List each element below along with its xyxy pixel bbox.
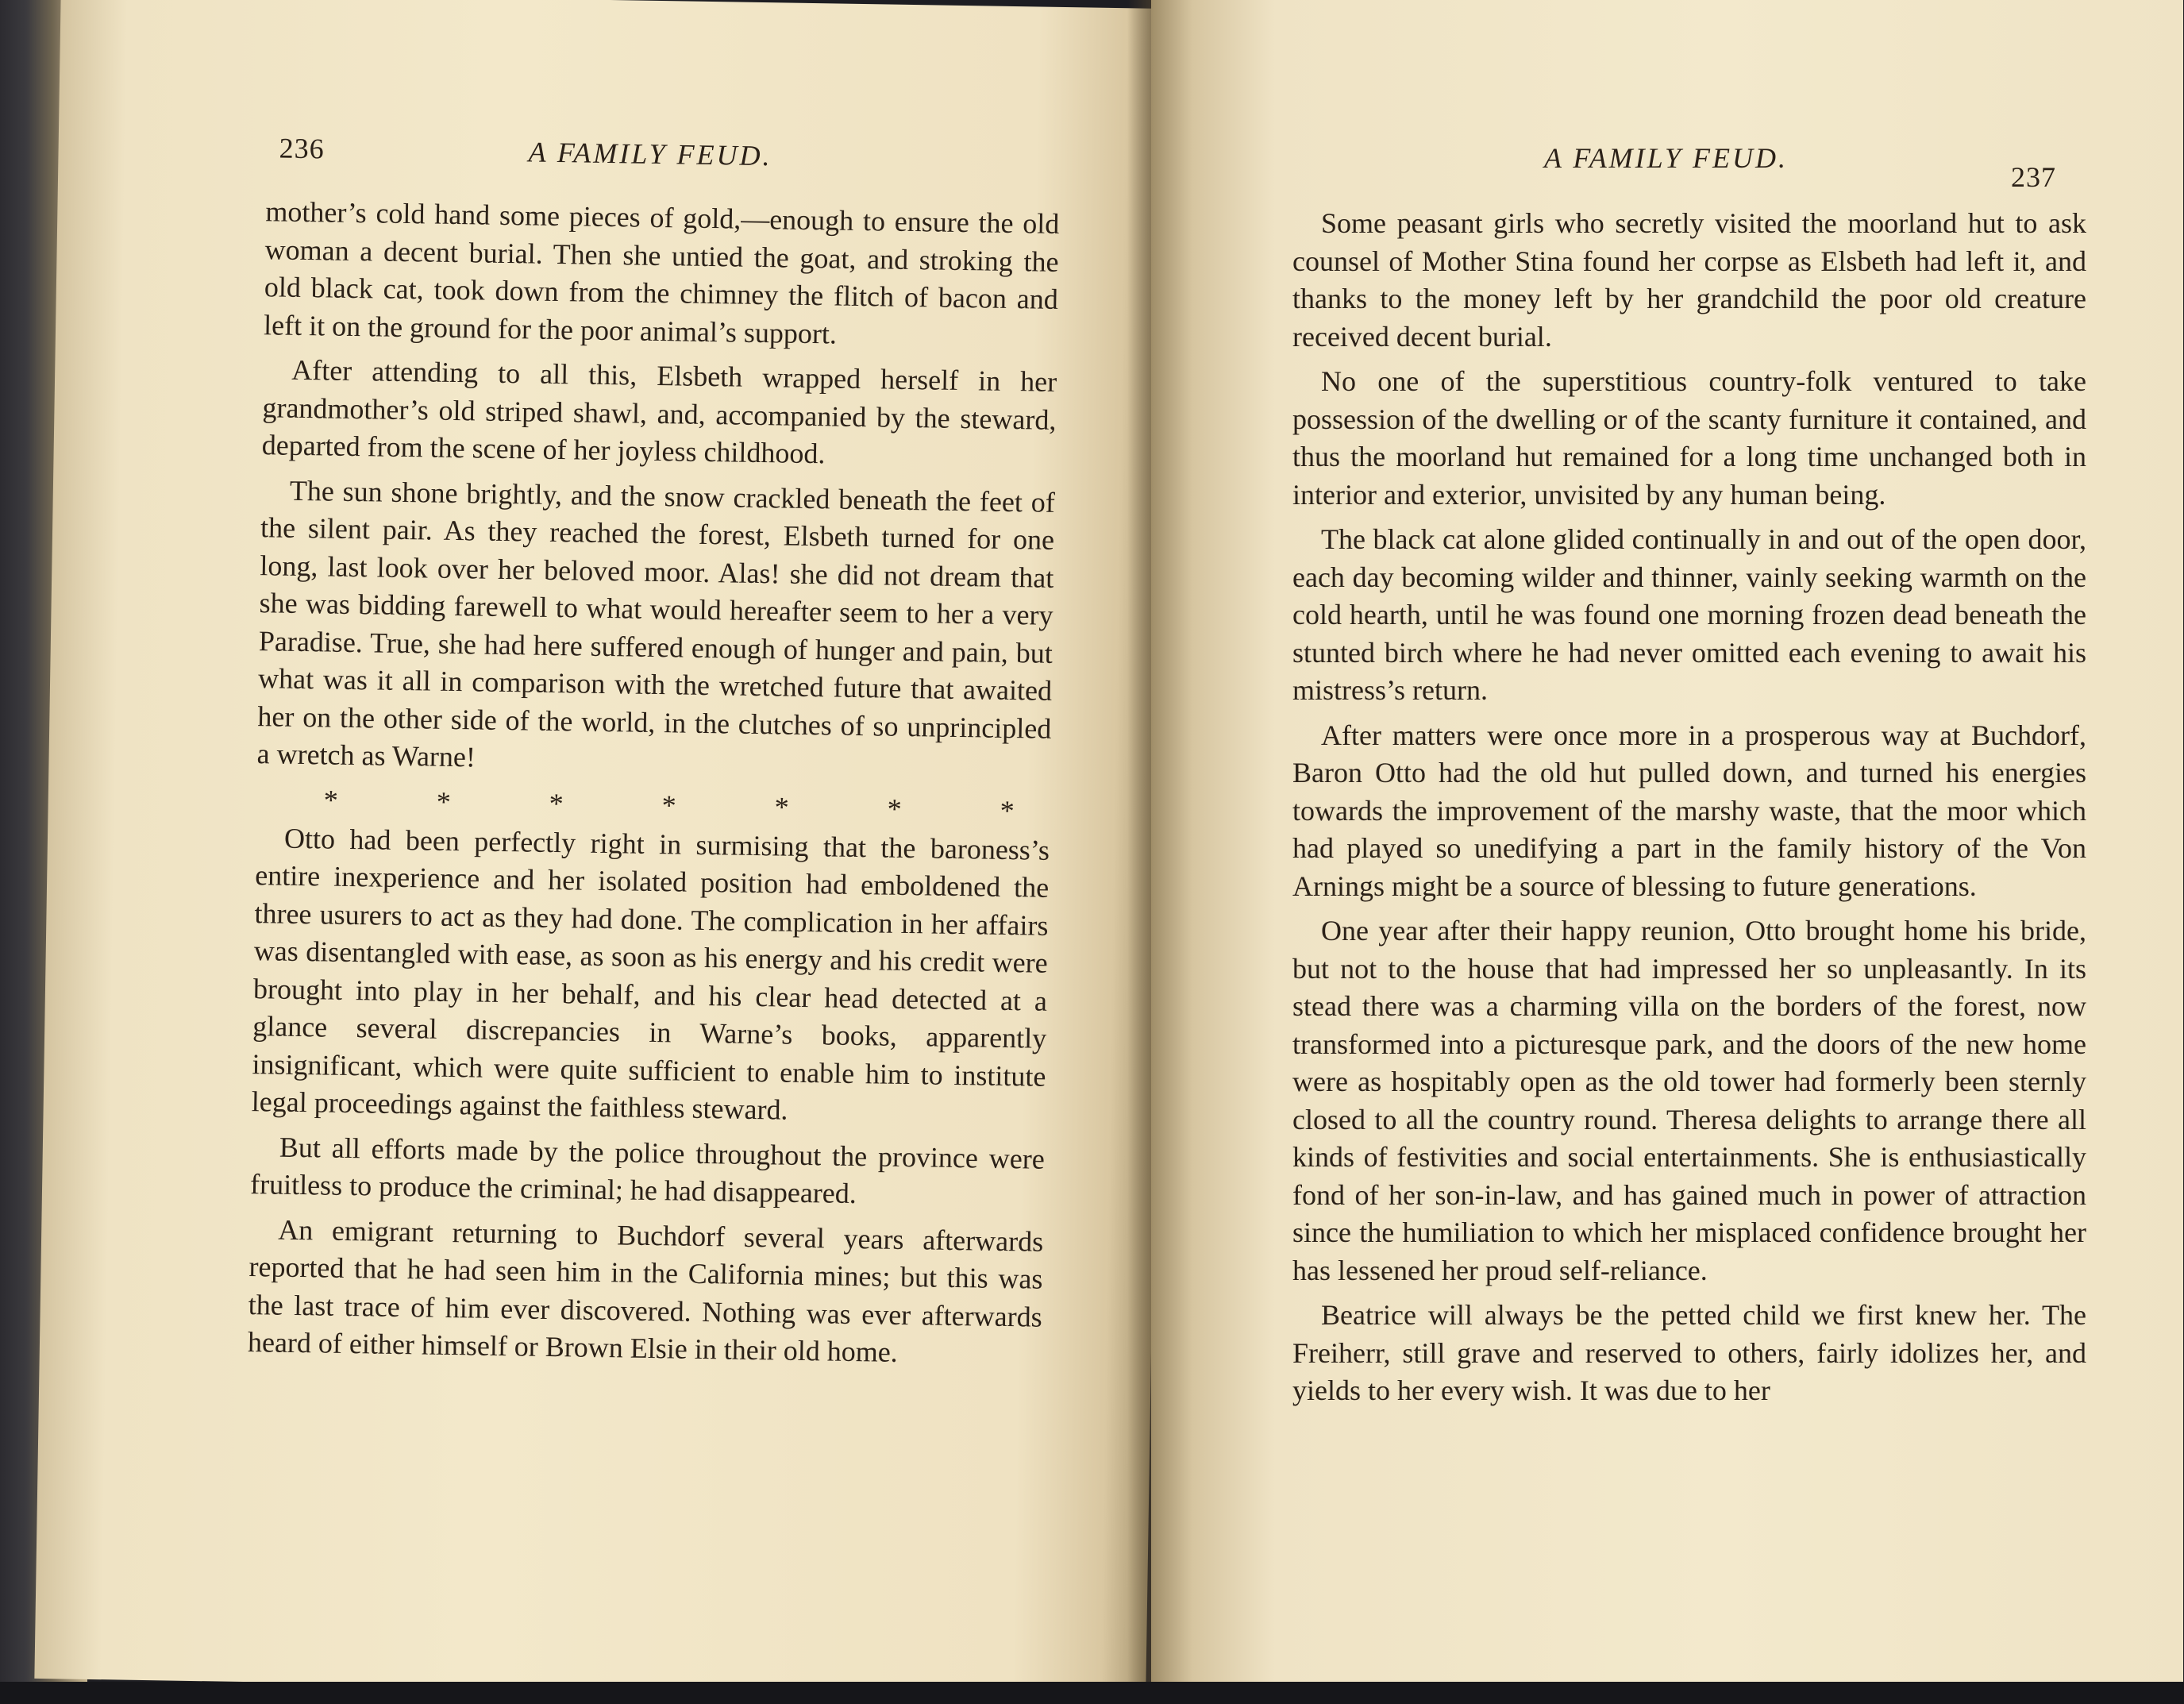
left-page-number: 236 [279,132,325,165]
right-page [1151,0,2183,1687]
scan-background-strip [0,1682,2184,1704]
paragraph: But all efforts made by the police throughout the province were fruitless to produce the criminal; he had disappeared. [249,1131,1046,1210]
left-running-title: A FAMILY FEUD. [528,136,772,172]
asterisk: * [549,787,564,819]
paragraph: The black cat alone glided continually in and out of the open door, each day becoming wilder and thinner, vainly seeking warmth on the cold hearth, until he was found one morning frozen dead beneath the stunted birch where he had never omitted each evening to await his mistress’s return. [1292,523,2086,706]
paragraph: An emigrant returning to Buchdorf several years afterwards reported that he had seen him in the California mines; but this was the last trace of him ever discovered. Nothing was ever afterwards heard of either himself or Brown Elsie in their old home. [247,1213,1044,1368]
asterisk: * [1000,794,1015,827]
paragraph: Some peasant girls who secretly visited the moorland hut to ask counsel of Mother Stina found her corpse as Elsbeth had left it, and thanks to the money left by her grandchild the poor old creature received decent burial. [1292,207,2086,353]
asterisk: * [323,783,339,816]
right-body-text [1292,205,2086,1417]
right-running-title: A FAMILY FEUD. [1544,142,1788,174]
asterisk: * [661,788,677,821]
right-page-number: 237 [2011,161,2056,193]
asterisk: * [774,790,790,823]
left-body-text [248,193,1060,1381]
paragraph: After matters were once more in a prosperous way at Buchdorf, Baron Otto had the old hut pulled down, and turned his energies towards the improvement of the marshy waste, that the moor which had played so unedifying a part in the family history of the Von Arnings might be a source of blessing to future generations. [1292,719,2086,902]
paragraph: No one of the superstitious country-folk ventured to take possession of the dwelling or of the scanty furniture it contained, and thus the moorland hut remained for a long time unchanged both in interior and exterior, unvisited by any human being. [1292,365,2086,511]
paragraph: The sun shone brightly, and the snow crackled beneath the feet of the silent pair. As they reached the forest, Elsbeth turned for one long, last look over her beloved moor. Alas! she did not dream that she was bidding farewell to what would hereafter seem to her a very Paradise. True, she had here suffered enough of hunger and pain, but what was it all in comparison with the wretched future that awaited her on the other side of the world, in the clutches of so unprincipled a wretch as Warne! [256,474,1056,773]
paragraph: After attending to all this, Elsbeth wrapped herself in her grandmother’s old striped shawl, and, accompanied by the steward, departed from the scene of her joyless childhood. [261,353,1057,470]
left-page [34,0,1172,1696]
asterisk: * [887,792,903,825]
paragraph: mother’s cold hand some pieces of gold,—enough to ensure the old woman a decent burial. Then she untied the goat, and stroking the old black cat, took down from the chimney the flitch of bacon and left it on the ground for the poor animal’s support. [263,195,1060,350]
asterisk: * [436,785,452,818]
paragraph: Beatrice will always be the petted child we first knew her. The Freiherr, still grave and reserved to others, fairly idolizes her, and yields to her every wish. It was due to her [1292,1299,2086,1406]
paragraph: One year after their happy reunion, Otto brought home his bride, but not to the house that had impressed her so unpleasantly. In its stead there was a charming villa on the borders of the forest, now transformed into a picturesque park, and the doors of the new home were as hospitably open as the old tower had formerly been sternly closed to all the country round. Theresa delights to arrange there all kinds of festivities and social entertainments. She is enthusiastically fond of her son-in-law, and has gained much in power of attraction since the humiliation to which her misplaced confidence brought her has lessened her proud self-reliance. [1292,915,2086,1286]
paragraph: Otto had been perfectly right in surmising that the baroness’s entire inexperience and her isolated position had emboldened the three usurers to act as they had done. The complication in her affairs was disentangled with ease, as soon as his energy and his credit were brought into play in her behalf, and his clear head detected at a glance several discrepancies in Warne’s books, apparently insignificant, which were quite sufficient to enable him to institute legal proceedings against the faithless steward. [251,822,1050,1126]
